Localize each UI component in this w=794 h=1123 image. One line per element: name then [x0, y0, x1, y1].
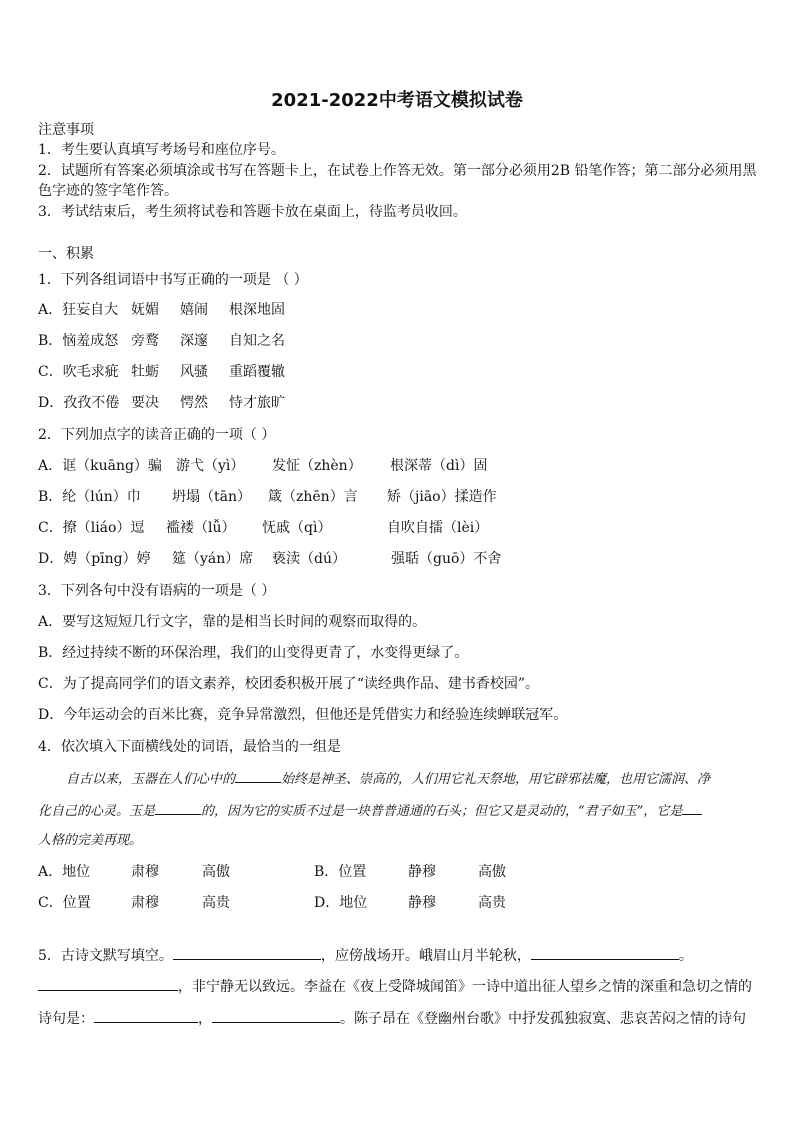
option-a-word-3: 嬉闹 — [180, 302, 208, 318]
notice-heading: 注意事项 — [38, 122, 94, 138]
question-3-option-c: C．为了提高同学们的语文素养，校团委积极开展了“读经典作品、建书香校园”。 — [38, 676, 540, 692]
passage-blank-3 — [682, 800, 702, 815]
option-b-word-3: 深邃 — [180, 333, 208, 349]
passage-text: 的，因为它的实质不过是一块普普通通的石头；但它又是灵动的，“君子如玉”，它是 — [201, 804, 683, 819]
q5-text: 。 — [678, 948, 693, 964]
question-3-option-b: B．经过持续不断的环保治理，我们的山变得更青了，水变得更绿了。 — [38, 645, 469, 661]
option-d-word-3: 愕然 — [180, 395, 208, 411]
option-b-word-1: B．位置 — [314, 864, 367, 880]
option-c-word-4: 重蹈覆辙 — [229, 364, 285, 380]
q5-text: ，非宁静无以致远。李益在《夜上受降城闻笛》一诗中道出征人望乡之情的深重和急切之情的 — [178, 979, 752, 995]
option-a-item-3: 发怔（zhèn） — [272, 458, 362, 474]
option-d-item-2: 筵（yán）席 — [172, 551, 254, 567]
passage-blank-2 — [155, 800, 201, 815]
question-2-stem: 2．下列加点字的读音正确的一项（ ） — [38, 427, 276, 443]
option-d-item-1: D．娉（pīng）婷 — [38, 551, 151, 567]
question-3-stem: 3．下列各句中没有语病的一项是（ ） — [38, 583, 276, 599]
q5-text: 诗句是： — [38, 1011, 94, 1027]
option-d-word-2: 静穆 — [408, 895, 436, 911]
option-a-item-4: 根深蒂（dì）固 — [390, 458, 488, 474]
option-b-item-2: 坍塌（tān） — [172, 489, 251, 505]
q5-text: 5．古诗文默写填空。 — [38, 948, 173, 964]
option-b-item-4: 矫（jiāo）揉造作 — [387, 489, 497, 505]
notice-item: 色字迹的签字笔作答。 — [38, 183, 178, 199]
question-3-option-d: D．今年运动会的百米比赛，竞争异常激烈，但他还是凭借实力和经验连续蝉联冠军。 — [38, 707, 568, 723]
option-b-word-2: 静穆 — [408, 864, 436, 880]
option-c-item-4: 自吹自擂（lèi） — [387, 520, 489, 536]
section-heading: 一、积累 — [38, 246, 94, 262]
passage-text: 化自己的心灵。玉是 — [38, 804, 156, 819]
option-d-item-3: 亵渎（dú） — [272, 551, 346, 567]
option-a-word-2: 妩媚 — [131, 302, 159, 318]
option-d-word-1: D．地位 — [314, 895, 368, 911]
option-c-item-1: C．撩（liáo）逗 — [38, 520, 145, 536]
question-4-stem: 4．依次填入下面横线处的词语，最恰当的一组是 — [38, 739, 341, 755]
option-a-item-2: 游弋（yì） — [176, 458, 245, 474]
fill-blank-1 — [173, 945, 321, 960]
option-c-word-2: 肃穆 — [131, 895, 159, 911]
q5-text: ， — [198, 1011, 212, 1027]
page-title: 2021-2022中考语文模拟试卷 — [271, 90, 523, 111]
option-a-word-1: A．地位 — [38, 864, 91, 880]
notice-item: 3．考试结束后，考生须将试卷和答题卡放在桌面上，待监考员收回。 — [38, 204, 467, 220]
option-d-word-3: 高贵 — [478, 895, 506, 911]
notice-item: 2．试题所有答案必须填涂或书写在答题卡上，在试卷上作答无效。第一部分必须用2B 铅笔作答；第二部分必须用黑 — [38, 163, 757, 179]
fill-blank-3 — [38, 976, 178, 991]
option-a-word-2: 肃穆 — [131, 864, 159, 880]
option-a-word-4: 根深地固 — [229, 302, 285, 318]
option-b-item-3: 箴（zhēn）言 — [268, 489, 358, 505]
passage-text: 自古以来，玉器在人们心中的 — [66, 772, 236, 787]
option-c-word-3: 风骚 — [180, 364, 208, 380]
passage-text: 人格的完美再现。 — [38, 833, 143, 848]
question-5-line-2 — [38, 976, 752, 997]
passage-text: 始终是神圣、崇高的，人们用它礼天祭地，用它辟邪祛魔，也用它濡润、净 — [281, 772, 711, 787]
option-a-word-1: A．狂妄自大 — [38, 302, 119, 318]
option-d-word-4: 恃才旅旷 — [229, 395, 285, 411]
notice-item: 1．考生要认真填写考场号和座位序号。 — [38, 142, 285, 158]
fill-blank-4 — [94, 1008, 198, 1023]
question-1-stem: 1．下列各组词语中书写正确的一项是 （ ） — [38, 272, 308, 288]
option-c-word-2: 牡蛎 — [131, 364, 159, 380]
passage-blank-1 — [235, 768, 281, 783]
option-d-item-4: 强聒（guō）不舍 — [391, 551, 502, 567]
option-c-word-3: 高贵 — [202, 895, 230, 911]
question-3-option-a: A．要写这短短几行文字，靠的是相当长时间的观察而取得的。 — [38, 614, 427, 630]
option-b-word-2: 旁鹜 — [131, 333, 159, 349]
option-b-word-4: 自知之名 — [229, 333, 285, 349]
q5-text: 。陈子昂在《登幽州台歌》中抒发孤独寂寞、悲哀苦闷之情的诗句 — [340, 1011, 746, 1027]
question-5-line-3 — [38, 1008, 746, 1029]
passage-line-2 — [38, 800, 702, 822]
option-d-word-1: D．孜孜不倦 — [38, 395, 120, 411]
option-c-item-2: 褴褛（lǚ） — [166, 520, 236, 536]
option-a-word-3: 高傲 — [202, 864, 230, 880]
option-c-word-1: C．吹毛求疵 — [38, 364, 119, 380]
question-5-line-1 — [38, 945, 693, 966]
passage-line-1 — [66, 768, 710, 790]
option-d-word-2: 要决 — [131, 395, 159, 411]
q5-text: ，应傍战场开。峨眉山月半轮秋， — [320, 948, 531, 964]
fill-blank-2 — [531, 945, 679, 960]
option-a-item-1: A．诓（kuāng）骗 — [38, 458, 162, 474]
option-b-word-1: B．恼羞成怒 — [38, 333, 119, 349]
fill-blank-5 — [212, 1008, 340, 1023]
option-b-word-3: 高傲 — [478, 864, 506, 880]
option-c-item-3: 怃戚（qì） — [262, 520, 332, 536]
option-c-word-1: C．位置 — [38, 895, 91, 911]
option-b-item-1: B．纶（lún）巾 — [38, 489, 141, 505]
